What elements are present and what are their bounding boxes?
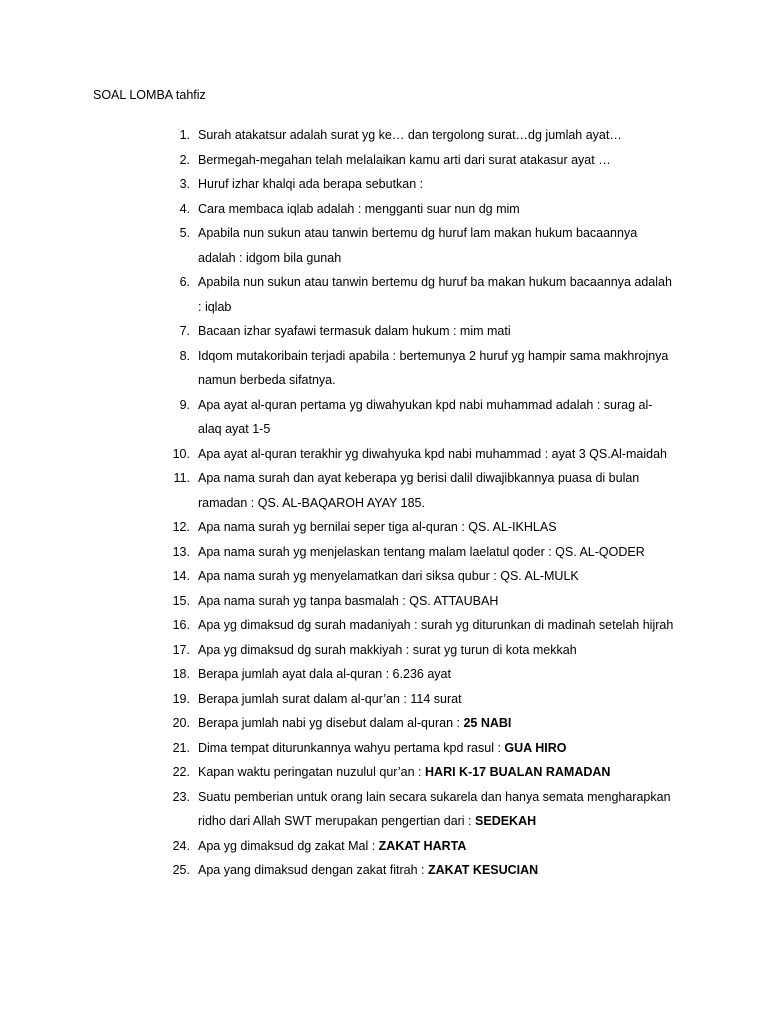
question-item: [162, 197, 674, 222]
question-text: Dima tempat diturunkannya wahyu pertama kpd rasul :: [198, 740, 505, 755]
question-text: Apa yg dimaksud dg surah madaniyah : surah yg diturunkan di madinah setelah hijrah: [198, 618, 674, 632]
question-number: 6.: [179, 275, 190, 289]
question-item: [162, 589, 674, 614]
question-item: [162, 393, 674, 442]
question-number: 9.: [179, 397, 190, 412]
question-text: Apa yg dimaksud dg zakat Mal :: [198, 838, 379, 853]
question-item: [162, 221, 674, 270]
question-item: [162, 613, 674, 638]
question-text: Bacaan izhar syafawi termasuk dalam hukum : mim mati: [198, 324, 511, 338]
question-text: Apa nama surah yg tanpa basmalah : QS. ATTAUBAH: [198, 593, 499, 608]
question-answer: SEDEKAH: [475, 814, 537, 828]
question-text: Berapa jumlah nabi yg disebut dalam al-quran :: [198, 716, 464, 730]
question-number: 21.: [172, 740, 190, 755]
question-answer: HARI K-17 BUALAN RAMADAN: [425, 765, 611, 779]
question-item: [162, 785, 674, 834]
question-text: Apa ayat al-quran terakhir yg diwahyuka kpd nabi muhammad : ayat 3 QS.Al-maidah: [198, 446, 667, 461]
question-text: Apa nama surah yg menyelamatkan dari siksa qubur : QS. AL-MULK: [198, 569, 579, 583]
question-text: Suatu pemberian untuk orang lain secara sukarela dan hanya semata mengharapkan ridho dari Allah SWT merupakan pengertian dari :: [198, 789, 671, 828]
question-number: 8.: [179, 348, 190, 363]
question-text: Kapan waktu peringatan nuzulul qur’an :: [198, 765, 426, 779]
question-number: 16.: [172, 618, 190, 632]
question-item: [162, 442, 674, 467]
question-text: Idqom mutakoribain terjadi apabila : bertemunya 2 huruf yg hampir sama makhrojnya namun berbeda sifatnya.: [198, 348, 669, 387]
question-item: [162, 736, 674, 761]
question-text: Huruf izhar khalqi ada berapa sebutkan :: [198, 177, 424, 191]
question-text: Apa nama surah yg menjelaskan tentang malam laelatul qoder : QS. AL-QODER: [198, 544, 645, 559]
question-item: [162, 172, 674, 197]
question-number: 20.: [172, 716, 190, 730]
question-text: Apa ayat al-quran pertama yg diwahyukan kpd nabi muhammad adalah : surag al-alaq ayat 1-5: [198, 397, 653, 436]
question-answer: ZAKAT HARTA: [378, 838, 467, 853]
question-number: 5.: [179, 226, 190, 240]
question-number: 18.: [172, 667, 190, 681]
question-text: Apa nama surah dan ayat keberapa yg berisi dalil diwajibkannya puasa di bulan ramadan : QS. AL-BAQAROH AYAY 185.: [198, 471, 640, 510]
question-number: 13.: [172, 544, 190, 559]
question-number: 14.: [172, 569, 190, 583]
question-list: [162, 123, 674, 883]
question-text: Berapa jumlah ayat dala al-quran : 6.236 ayat: [198, 667, 451, 681]
question-text: Apa yg dimaksud dg surah makkiyah : surat yg turun di kota mekkah: [198, 642, 577, 657]
question-number: 22.: [172, 765, 190, 779]
question-text: Bermegah-megahan telah melalaikan kamu arti dari surat atakasur ayat …: [198, 152, 611, 167]
question-answer: GUA HIRO: [504, 740, 567, 755]
question-item: [162, 760, 674, 785]
question-number: 15.: [172, 593, 190, 608]
question-item: [162, 123, 674, 148]
question-number: 19.: [172, 691, 190, 706]
question-item: [162, 687, 674, 712]
question-number: 11.: [173, 471, 190, 485]
question-item: [162, 858, 674, 883]
question-number: 4.: [179, 201, 190, 216]
question-text: Apabila nun sukun atau tanwin bertemu dg huruf ba makan hukum bacaannya adalah : iqlab: [198, 275, 672, 314]
question-item: [162, 638, 674, 663]
question-text: Surah atakatsur adalah surat yg ke… dan tergolong surat…dg jumlah ayat…: [198, 128, 622, 142]
question-text: Apabila nun sukun atau tanwin bertemu dg huruf lam makan hukum bacaannya adalah : idgom bila gunah: [198, 226, 638, 265]
question-item: [162, 540, 674, 565]
question-number: 2.: [179, 152, 190, 167]
question-item: [162, 564, 674, 589]
question-number: 25.: [172, 863, 190, 877]
question-number: 23.: [172, 789, 190, 804]
question-text: Apa nama surah yg bernilai seper tiga al-quran : QS. AL-IKHLAS: [198, 520, 557, 534]
question-item: [162, 711, 674, 736]
question-number: 17.: [172, 642, 190, 657]
question-number: 24.: [172, 838, 190, 853]
question-number: 3.: [179, 177, 190, 191]
document-title: SOAL LOMBA tahfiz: [93, 88, 206, 102]
question-item: [162, 662, 674, 687]
question-number: 1.: [179, 128, 190, 142]
question-answer: ZAKAT KESUCIAN: [428, 863, 539, 877]
question-text: Cara membaca iqlab adalah : mengganti suar nun dg mim: [198, 201, 520, 216]
question-item: [162, 148, 674, 173]
question-item: [162, 270, 674, 319]
question-text: Berapa jumlah surat dalam al-qur’an : 114 surat: [198, 691, 462, 706]
question-item: [162, 515, 674, 540]
question-item: [162, 834, 674, 859]
question-number: 10.: [172, 446, 190, 461]
question-number: 12.: [172, 520, 190, 534]
question-answer: 25 NABI: [463, 716, 512, 730]
question-number: 7.: [179, 324, 190, 338]
question-item: [162, 344, 674, 393]
question-item: [162, 466, 674, 515]
question-item: [162, 319, 674, 344]
question-text: Apa yang dimaksud dengan zakat fitrah :: [198, 863, 429, 877]
